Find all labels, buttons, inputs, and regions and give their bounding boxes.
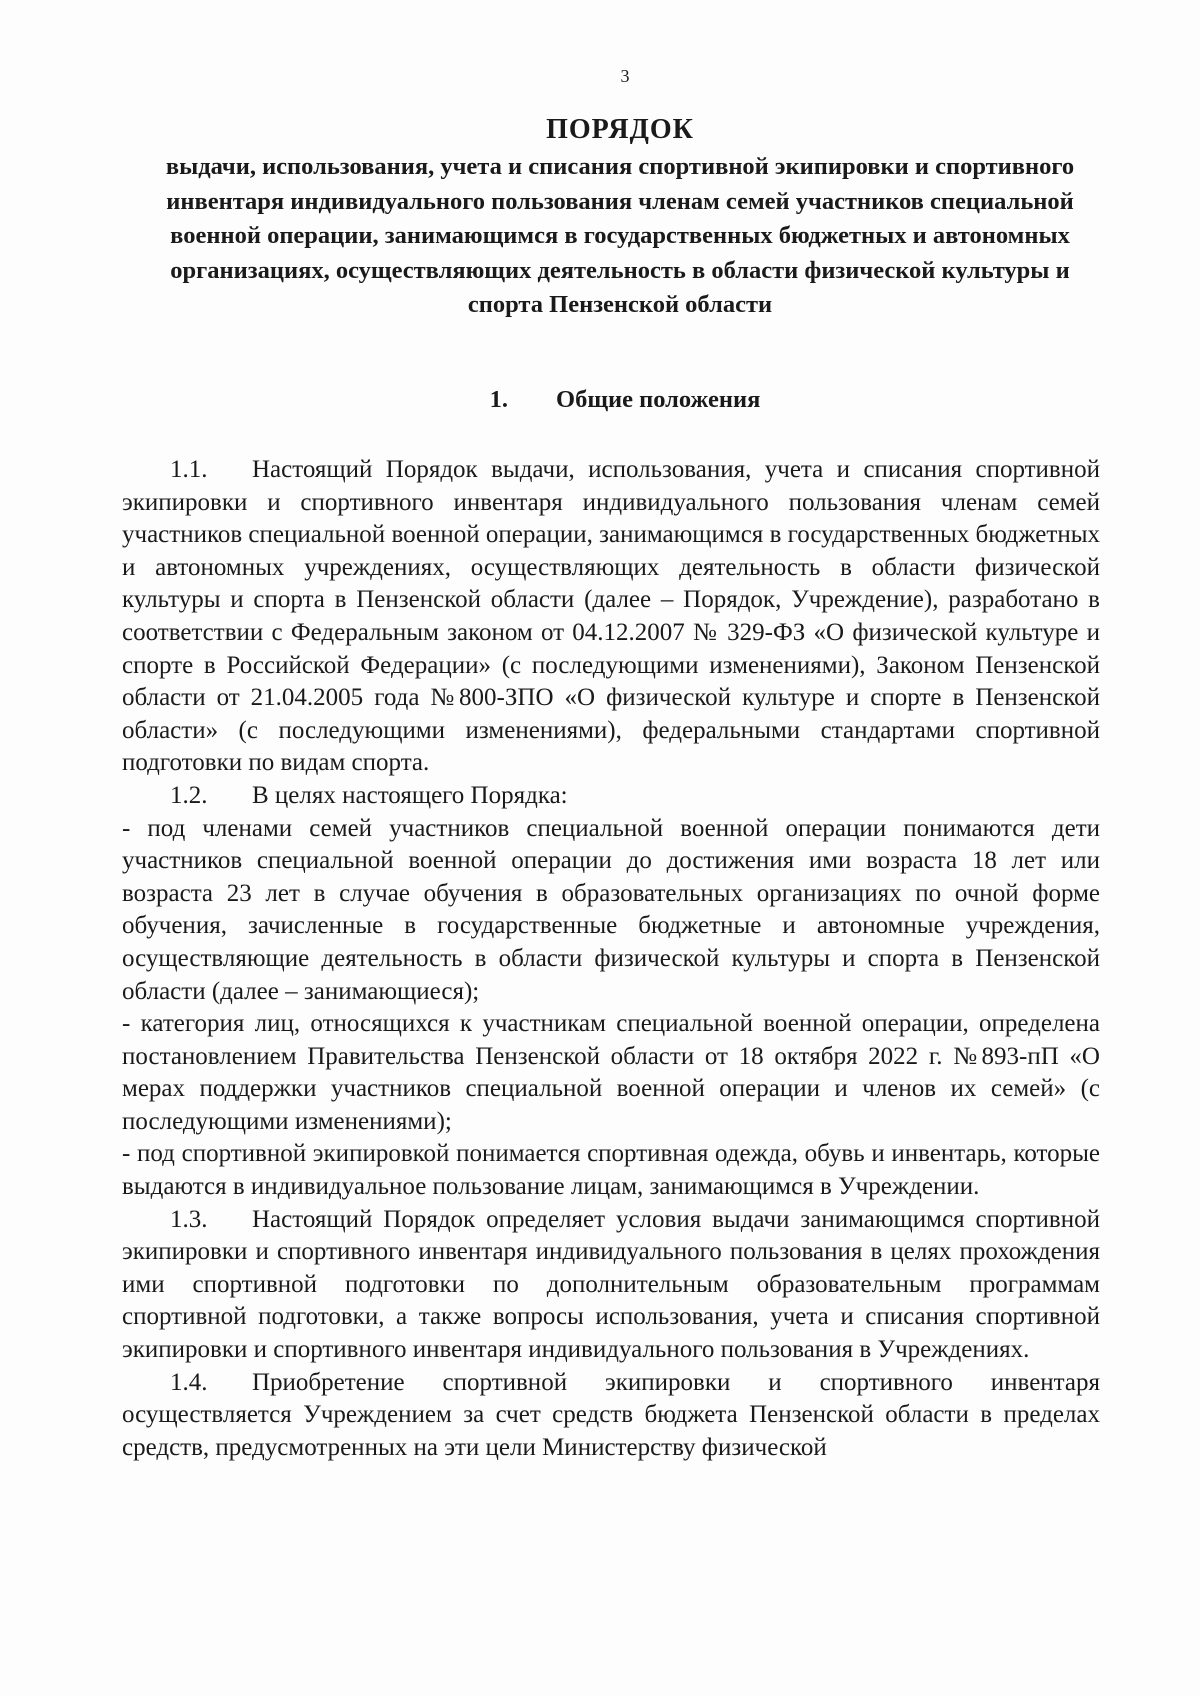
page-number: 3 xyxy=(620,66,630,86)
paragraph-text: В целях настоящего Порядка: xyxy=(252,781,568,809)
paragraph-1-3 xyxy=(122,1204,1100,1367)
section-title: Общие положения xyxy=(556,386,761,413)
section-heading xyxy=(0,384,1200,416)
paragraph-number: 1.4. xyxy=(170,1368,208,1396)
paragraph-text: Настоящий Порядок определяет условия выдачи занимающимся спортивной экипировки и спортивного инвентаря индивидуального пользования в целях прохождения ими спортивной подготовки по дополнительным образовательным программам спортивной подготовки, а также вопросы использования, учета и списания спортивной экипировки и спортивного инвентаря индивидуального пользования в Учреждениях. xyxy=(122,1205,1100,1364)
paragraph-number: 1.1. xyxy=(170,456,208,483)
paragraph-1-2 xyxy=(122,780,1100,813)
document-body xyxy=(122,454,1100,1464)
paragraph-text: Настоящий Порядок выдачи, использования, учета и списания спортивной экипировки и спортивного инвентаря индивидуального пользования членам семей участников специальной военной операции, занимающимся в государственных бюджетных и автономных учреждениях, осуществляющих деятельность в области физической культуры и спорта в Пензенской области (далее – Порядок, Учреждение), разработано в соответствии с Федеральным законом от 04.12.2007 № 329-ФЗ «О физической культуре и спорте в Российской Федерации» (с последующими изменениями), Законом Пензенской области от 21.04.2005 года №800-ЗПО «О физической культуре и спорте в Пензенской области» (с последующими изменениями), федеральными стандартами спортивной подготовки по видам спорта. xyxy=(122,456,1100,777)
paragraph-text: Приобретение спортивной экипировки и спортивного инвентаря осуществляется Учреждением за счет средств бюджета Пензенской области в пределах средств, предусмотренных на эти цели Министерству физической xyxy=(122,1368,1100,1461)
bullet-item: - под спортивной экипировкой понимается спортивная одежда, обувь и инвентарь, которые выдаются в индивидуальное пользование лицам, занимающимся в Учреждении. xyxy=(122,1140,1100,1201)
bullet-item: - под членами семей участников специальной военной операции понимаются дети участников специальной военной операции до достижения ими возраста 18 лет или возраста 23 лет в случае обучения в образовательных организациях по очной форме обучения, зачисленные в государственные бюджетные и автономные учреждения, осуществляющие деятельность в области физической культуры и спорта в Пензенской области (далее – занимающиеся); xyxy=(122,814,1100,1005)
section-number: 1. xyxy=(489,386,509,413)
paragraph-1-1 xyxy=(122,454,1100,780)
bullet-item: - категория лиц, относящихся к участникам специальной военной операции, определена постановлением Правительства Пензенской области от 18 октября 2022 г. №893-пП «О мерах поддержки участников специальной военной операции и членов их семей» (с последующими изменениями); xyxy=(122,1010,1100,1135)
document-title: ПОРЯДОК xyxy=(546,114,694,145)
document-subtitle: выдачи, использования, учета и списания спортивной экипировки и спортивного инвентаря индивидуального пользования членам семей участников специальной военной операции, занимающимся в государственных бюджетных и автономных организациях, осуществляющих деятельность в области физической культуры и спорта Пензенской области xyxy=(165,153,1075,318)
document-header xyxy=(140,112,1100,323)
paragraph-1-4 xyxy=(122,1367,1100,1465)
paragraph-number: 1.3. xyxy=(170,1205,208,1233)
paragraph-number: 1.2. xyxy=(170,781,208,809)
